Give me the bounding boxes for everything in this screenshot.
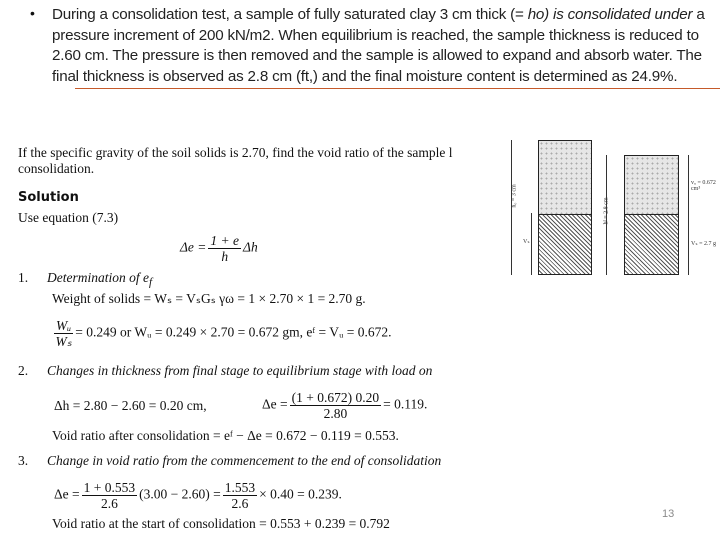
- problem-statement: [52, 5, 717, 87]
- step-2-dh: Δh = 2.80 − 2.60 = 0.20 cm,: [54, 398, 207, 413]
- fraction-2: [223, 480, 257, 511]
- water-phase-initial: [538, 140, 592, 215]
- question-line: If the specific gravity of the soil solids is 2.70, find the void ratio of the sample l: [18, 145, 453, 160]
- frac-num: (1 + 0.672) 0.20: [291, 390, 380, 405]
- frac-den: 2.6: [231, 496, 249, 511]
- frac-num: 1 + 0.553: [83, 480, 136, 495]
- hf-label: hᶠ = 2.8 cm: [603, 197, 610, 225]
- page-number: 13: [662, 508, 675, 520]
- step-3-void-ratio: Void ratio at the start of consolidation = 0.553 + 0.239 = 0.792: [52, 516, 390, 531]
- eq-fraction: [208, 233, 241, 264]
- question-line: consolidation.: [18, 161, 95, 176]
- divider-rule: [75, 88, 720, 89]
- eq-rhs: Δh: [243, 239, 258, 255]
- step-1-weight: Weight of solids = Wₛ = VₛGₛ γω = 1 × 2.70 × 1 = 2.70 g.: [52, 291, 366, 306]
- vs-label: Vₛ: [523, 239, 530, 245]
- fraction-1: [82, 480, 138, 511]
- equation-7-3: [180, 233, 258, 264]
- step-1-ratio-text: = 0.249 or Wᵤ = 0.249 × 2.70 = 0.672 gm, eᶠ = Vᵤ = 0.672.: [75, 324, 392, 340]
- frac-num: 1.553: [224, 480, 256, 495]
- solution-heading: Solution: [18, 190, 79, 205]
- eq-den: h: [221, 249, 229, 264]
- step-3-title: Change in void ratio from the commencement to the end of consolidation: [47, 453, 442, 468]
- h0-label: h₀ = 3 cm: [511, 184, 518, 208]
- step-2-title: Changes in thickness from final stage to equilibrium stage with load on: [47, 363, 433, 378]
- phase-diagram: [495, 138, 720, 288]
- step-3-number: 3.: [18, 453, 29, 468]
- step-2-void-ratio: Void ratio after consolidation = eᶠ − Δe = 0.672 − 0.119 = 0.553.: [52, 428, 399, 443]
- frac-den: Wₛ: [55, 334, 72, 349]
- de-result: = 0.119.: [383, 396, 428, 412]
- ww-ws-fraction: [54, 318, 73, 349]
- de-label: Δe =: [262, 396, 288, 412]
- vs-dimension: [531, 213, 532, 275]
- de-fraction: [290, 390, 381, 421]
- solid-phase-initial: [538, 214, 592, 275]
- final-dimension: [688, 155, 689, 275]
- use-equation: Use equation (7.3): [18, 210, 119, 225]
- bullet: •: [30, 5, 35, 21]
- frac-den: 2.6: [100, 496, 118, 511]
- vs-final-label: Vₛ = 2.7 g: [691, 241, 716, 247]
- step-2-number: 2.: [18, 363, 29, 378]
- step-3-de: [54, 480, 342, 511]
- problem-text-italic: ho) is consolidated under: [527, 6, 693, 23]
- eq-lhs: Δe =: [180, 239, 207, 255]
- frac-num: Wᵤ: [56, 318, 72, 333]
- vw-label: vᵤ = 0.672 cm³: [691, 180, 716, 192]
- problem-text: During a consolidation test, a sample of fully saturated clay 3 cm thick (=: [52, 6, 528, 23]
- eq-num: 1 + e: [210, 233, 240, 248]
- step-1-ratio: [52, 318, 392, 349]
- step-1-number: 1.: [18, 270, 29, 285]
- step-1-title-text: Determination of e: [47, 270, 149, 285]
- step-1-sub: f: [148, 276, 153, 289]
- solid-phase-final: [624, 214, 679, 275]
- frac-den: 2.80: [323, 406, 348, 421]
- step-1-title: [47, 270, 152, 289]
- de-mid: (3.00 − 2.60) =: [139, 486, 221, 502]
- step-2-de: [262, 390, 427, 421]
- problem-text-cont: a pressure increment of 200 kN/m2. When equilibrium is reached, the sample thickness is reduced to 2.60 cm. The pressure is then removed and the sample is allowed to expand and absorb water. The final thickness is observed as 2.8 cm (ft,) and the final moisture content is determined as 24.9%.: [52, 6, 705, 85]
- de-result: × 0.40 = 0.239.: [259, 486, 342, 502]
- water-phase-final: [624, 155, 679, 215]
- de-label: Δe =: [54, 486, 80, 502]
